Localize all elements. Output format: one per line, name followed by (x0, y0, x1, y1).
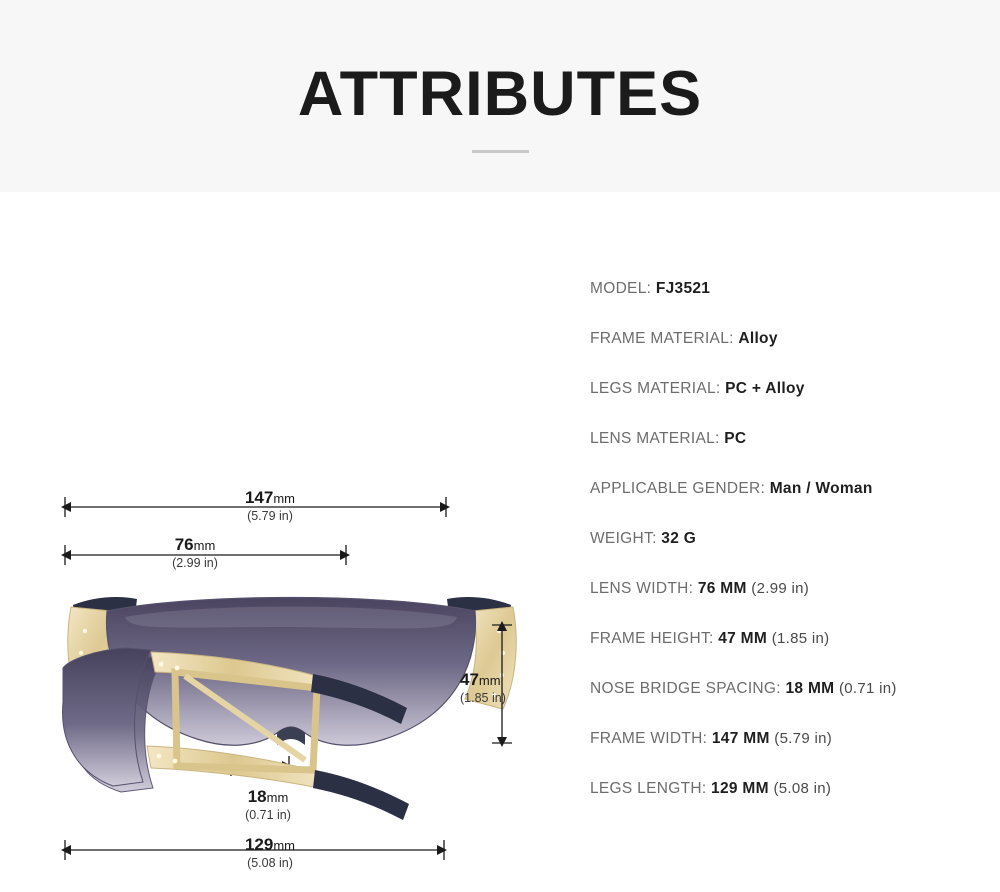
nose-bridge-unit: mm (266, 790, 289, 805)
spec-label-frame-width: FRAME WIDTH: (590, 730, 708, 747)
page-title: ATTRIBUTES (297, 59, 703, 129)
legs-length-label (180, 835, 360, 871)
spec-value-frame-material: Alloy (738, 330, 778, 347)
frame-height-inch: (1.85 in) (460, 691, 506, 706)
spec-value-legs-length: 129 MM (711, 780, 769, 797)
lens-width-inch: (2.99 in) (172, 556, 218, 571)
frame-width-unit: mm (273, 491, 296, 506)
spec-extra-lens-width: (2.99 in) (751, 580, 810, 597)
spec-row-frame-height (590, 630, 1000, 648)
page-header (0, 0, 1000, 192)
product-diagram-pane (0, 192, 560, 892)
spec-row-weight (590, 530, 1000, 548)
spec-label-nose-bridge-spacing: NOSE BRIDGE SPACING: (590, 680, 781, 697)
frame-width-label (180, 488, 360, 524)
spec-row-lens-material (590, 430, 1000, 448)
spec-label-legs-length: LEGS LENGTH: (590, 780, 707, 797)
frame-width-value: 147 (244, 488, 274, 507)
spec-value-frame-width: 147 MM (711, 730, 770, 747)
spec-label-legs-material: LEGS MATERIAL: (590, 380, 721, 397)
content-area (0, 192, 1000, 892)
sunglasses-side-view-illustration (55, 642, 455, 842)
spec-row-frame-material (590, 330, 1000, 348)
spec-label-lens-material: LENS MATERIAL: (590, 430, 720, 447)
spec-label-frame-material: FRAME MATERIAL: (590, 330, 734, 347)
lens-width-unit: mm (193, 538, 216, 553)
spec-row-model (590, 280, 1000, 298)
spec-extra-frame-height: (1.85 in) (771, 630, 830, 647)
frame-height-value: 47 (460, 670, 479, 689)
spec-row-lens-width (590, 580, 1000, 598)
legs-length-unit: mm (273, 838, 296, 853)
spec-label-weight: WEIGHT: (590, 530, 657, 547)
spec-value-lens-material: PC (724, 430, 747, 447)
spec-row-legs-material (590, 380, 1000, 398)
spec-value-applicable-gender: Man / Woman (769, 480, 873, 497)
spec-extra-frame-width: (5.79 in) (774, 730, 833, 747)
nose-bridge-value: 18 (247, 787, 267, 806)
spec-row-nose-bridge-spacing (590, 680, 1000, 698)
spec-label-lens-width: LENS WIDTH: (590, 580, 694, 597)
legs-length-inch: (5.08 in) (247, 856, 293, 871)
spec-value-lens-width: 76 MM (697, 580, 747, 597)
spec-label-frame-height: FRAME HEIGHT: (590, 630, 714, 647)
attributes-pane (560, 192, 1000, 892)
spec-label-applicable-gender: APPLICABLE GENDER: (590, 480, 766, 497)
legs-length-value: 129 (244, 835, 274, 854)
spec-value-model: FJ3521 (655, 280, 711, 297)
nose-bridge-inch: (0.71 in) (245, 808, 291, 823)
side-view-figure (0, 632, 560, 892)
spec-value-legs-material: PC + Alloy (725, 380, 805, 397)
spec-row-frame-width (590, 730, 1000, 748)
spec-extra-nose-bridge-spacing: (0.71 in) (838, 680, 897, 697)
attributes-list (590, 280, 1000, 830)
frame-width-inch: (5.79 in) (247, 509, 293, 524)
frame-height-unit: mm (478, 673, 501, 688)
lens-width-value: 76 (174, 535, 194, 554)
spec-extra-legs-length: (5.08 in) (773, 780, 832, 797)
spec-value-frame-height: 47 MM (718, 630, 768, 647)
spec-value-weight: 32 G (661, 530, 697, 547)
spec-value-nose-bridge-spacing: 18 MM (785, 680, 835, 697)
spec-row-applicable-gender (590, 480, 1000, 498)
title-underline-divider (472, 150, 529, 153)
front-view-figure (0, 192, 560, 823)
spec-label-model: MODEL: (590, 280, 652, 297)
lens-width-label (110, 535, 280, 571)
spec-row-legs-length (590, 780, 1000, 798)
